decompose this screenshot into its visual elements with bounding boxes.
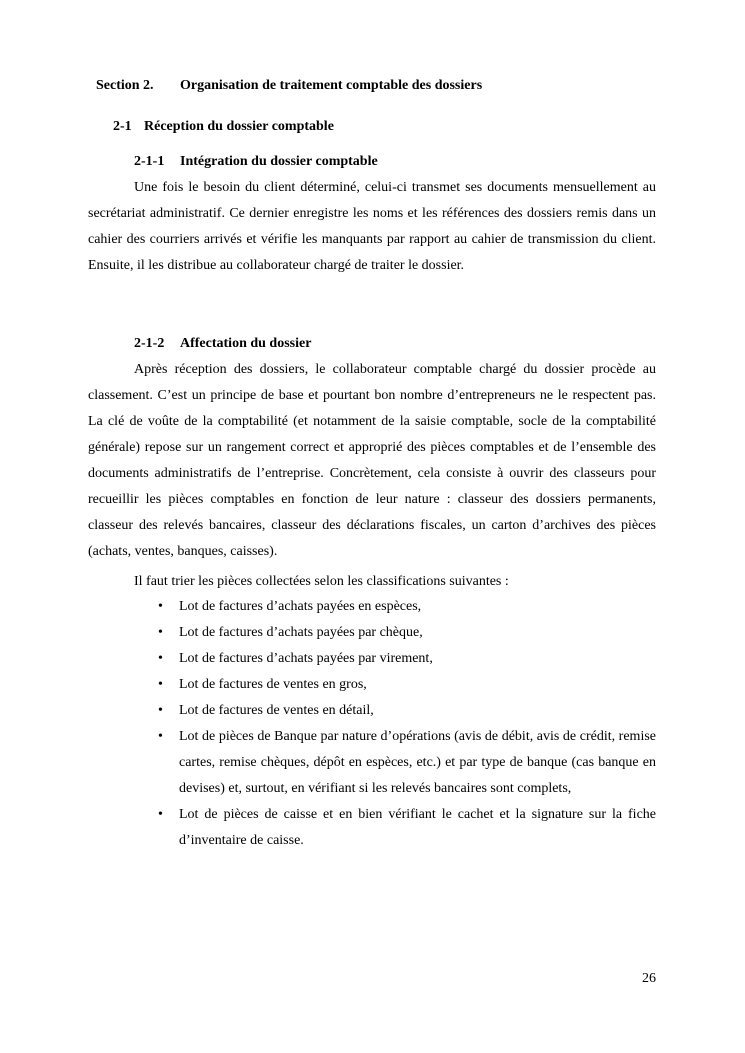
bullet-icon: • (158, 703, 163, 718)
bullet-icon: • (158, 651, 163, 666)
list-item (158, 620, 656, 646)
list-item-text: Lot de pièces de Banque par nature d’opérations (avis de débit, avis de crédit, remise cartes, remise chèques, dépôt en espèces, etc.) et par type de banque (cas banque en devises) et, surtout, en vérifiant si les relevés bancaires sont complets, (179, 729, 656, 796)
page-number: 26 (642, 971, 656, 986)
bullet-icon: • (158, 807, 163, 822)
list-item (158, 802, 656, 854)
subsubsection-number: 2-1-2 (134, 336, 165, 351)
list-item (158, 724, 656, 802)
section-title: Organisation de traitement comptable des dossiers (180, 78, 483, 93)
list-item-text: Lot de factures d’achats payées par virement, (179, 651, 433, 666)
bullet-icon: • (158, 599, 163, 614)
list-item-text: Lot de pièces de caisse et en bien vérifiant le cachet et la signature sur la fiche d’inventaire de caisse. (179, 807, 656, 848)
subsubsection-heading-2 (134, 336, 311, 352)
bullet-icon: • (158, 625, 163, 640)
bullet-icon: • (158, 729, 163, 744)
list-item-text: Lot de factures d’achats payées par chèque, (179, 625, 423, 640)
paragraph-affectation: Après réception des dossiers, le collaborateur comptable chargé du dossier procède au classement. C’est un principe de base et pourtant bon nombre d’entrepreneurs ne le respectent pas. La clé de voûte de la comptabilité (et notamment de la saisie comptable, socle de la comptabilité générale) repose sur un rangement correct et approprié des pièces comptables et de l’ensemble des documents administratifs de l’entreprise. Concrètement, cela consiste à ouvrir des classeurs pour recueillir les pièces comptables en fonction de leur nature : classeur des dossiers permanents, classeur des relevés bancaires, classeur des déclarations fiscales, un carton d’archives des pièces (achats, ventes, banques, caisses). (88, 362, 656, 559)
section-number: Section 2. (96, 78, 154, 93)
list-item-text: Lot de factures de ventes en détail, (179, 703, 374, 718)
classification-list (158, 594, 656, 854)
subsubsection-number: 2-1-1 (134, 154, 165, 169)
list-item-text: Lot de factures de ventes en gros, (179, 677, 367, 692)
list-item (158, 594, 656, 620)
list-item-text: Lot de factures d’achats payées en espèces, (179, 599, 422, 614)
subsection-title: Réception du dossier comptable (144, 119, 334, 134)
subsection-number: 2-1 (113, 119, 132, 134)
list-item (158, 698, 656, 724)
section-heading (96, 78, 482, 94)
bullet-icon: • (158, 677, 163, 692)
classification-intro: Il faut trier les pièces collectées selon les classifications suivantes : (134, 574, 509, 589)
list-item (158, 646, 656, 672)
paragraph-integration: Une fois le besoin du client déterminé, celui-ci transmet ses documents mensuellement au secrétariat administratif. Ce dernier enregistre les noms et les références des dossiers remis dans un cahier des courriers arrivés et vérifie les manquants par rapport au cahier de transmission du client. Ensuite, il les distribue au collaborateur chargé de traiter le dossier. (88, 180, 656, 273)
subsection-heading (113, 119, 334, 135)
subsubsection-title: Intégration du dossier comptable (180, 154, 378, 169)
subsubsection-title: Affectation du dossier (180, 336, 312, 351)
list-item (158, 672, 656, 698)
subsubsection-heading-1 (134, 154, 378, 170)
